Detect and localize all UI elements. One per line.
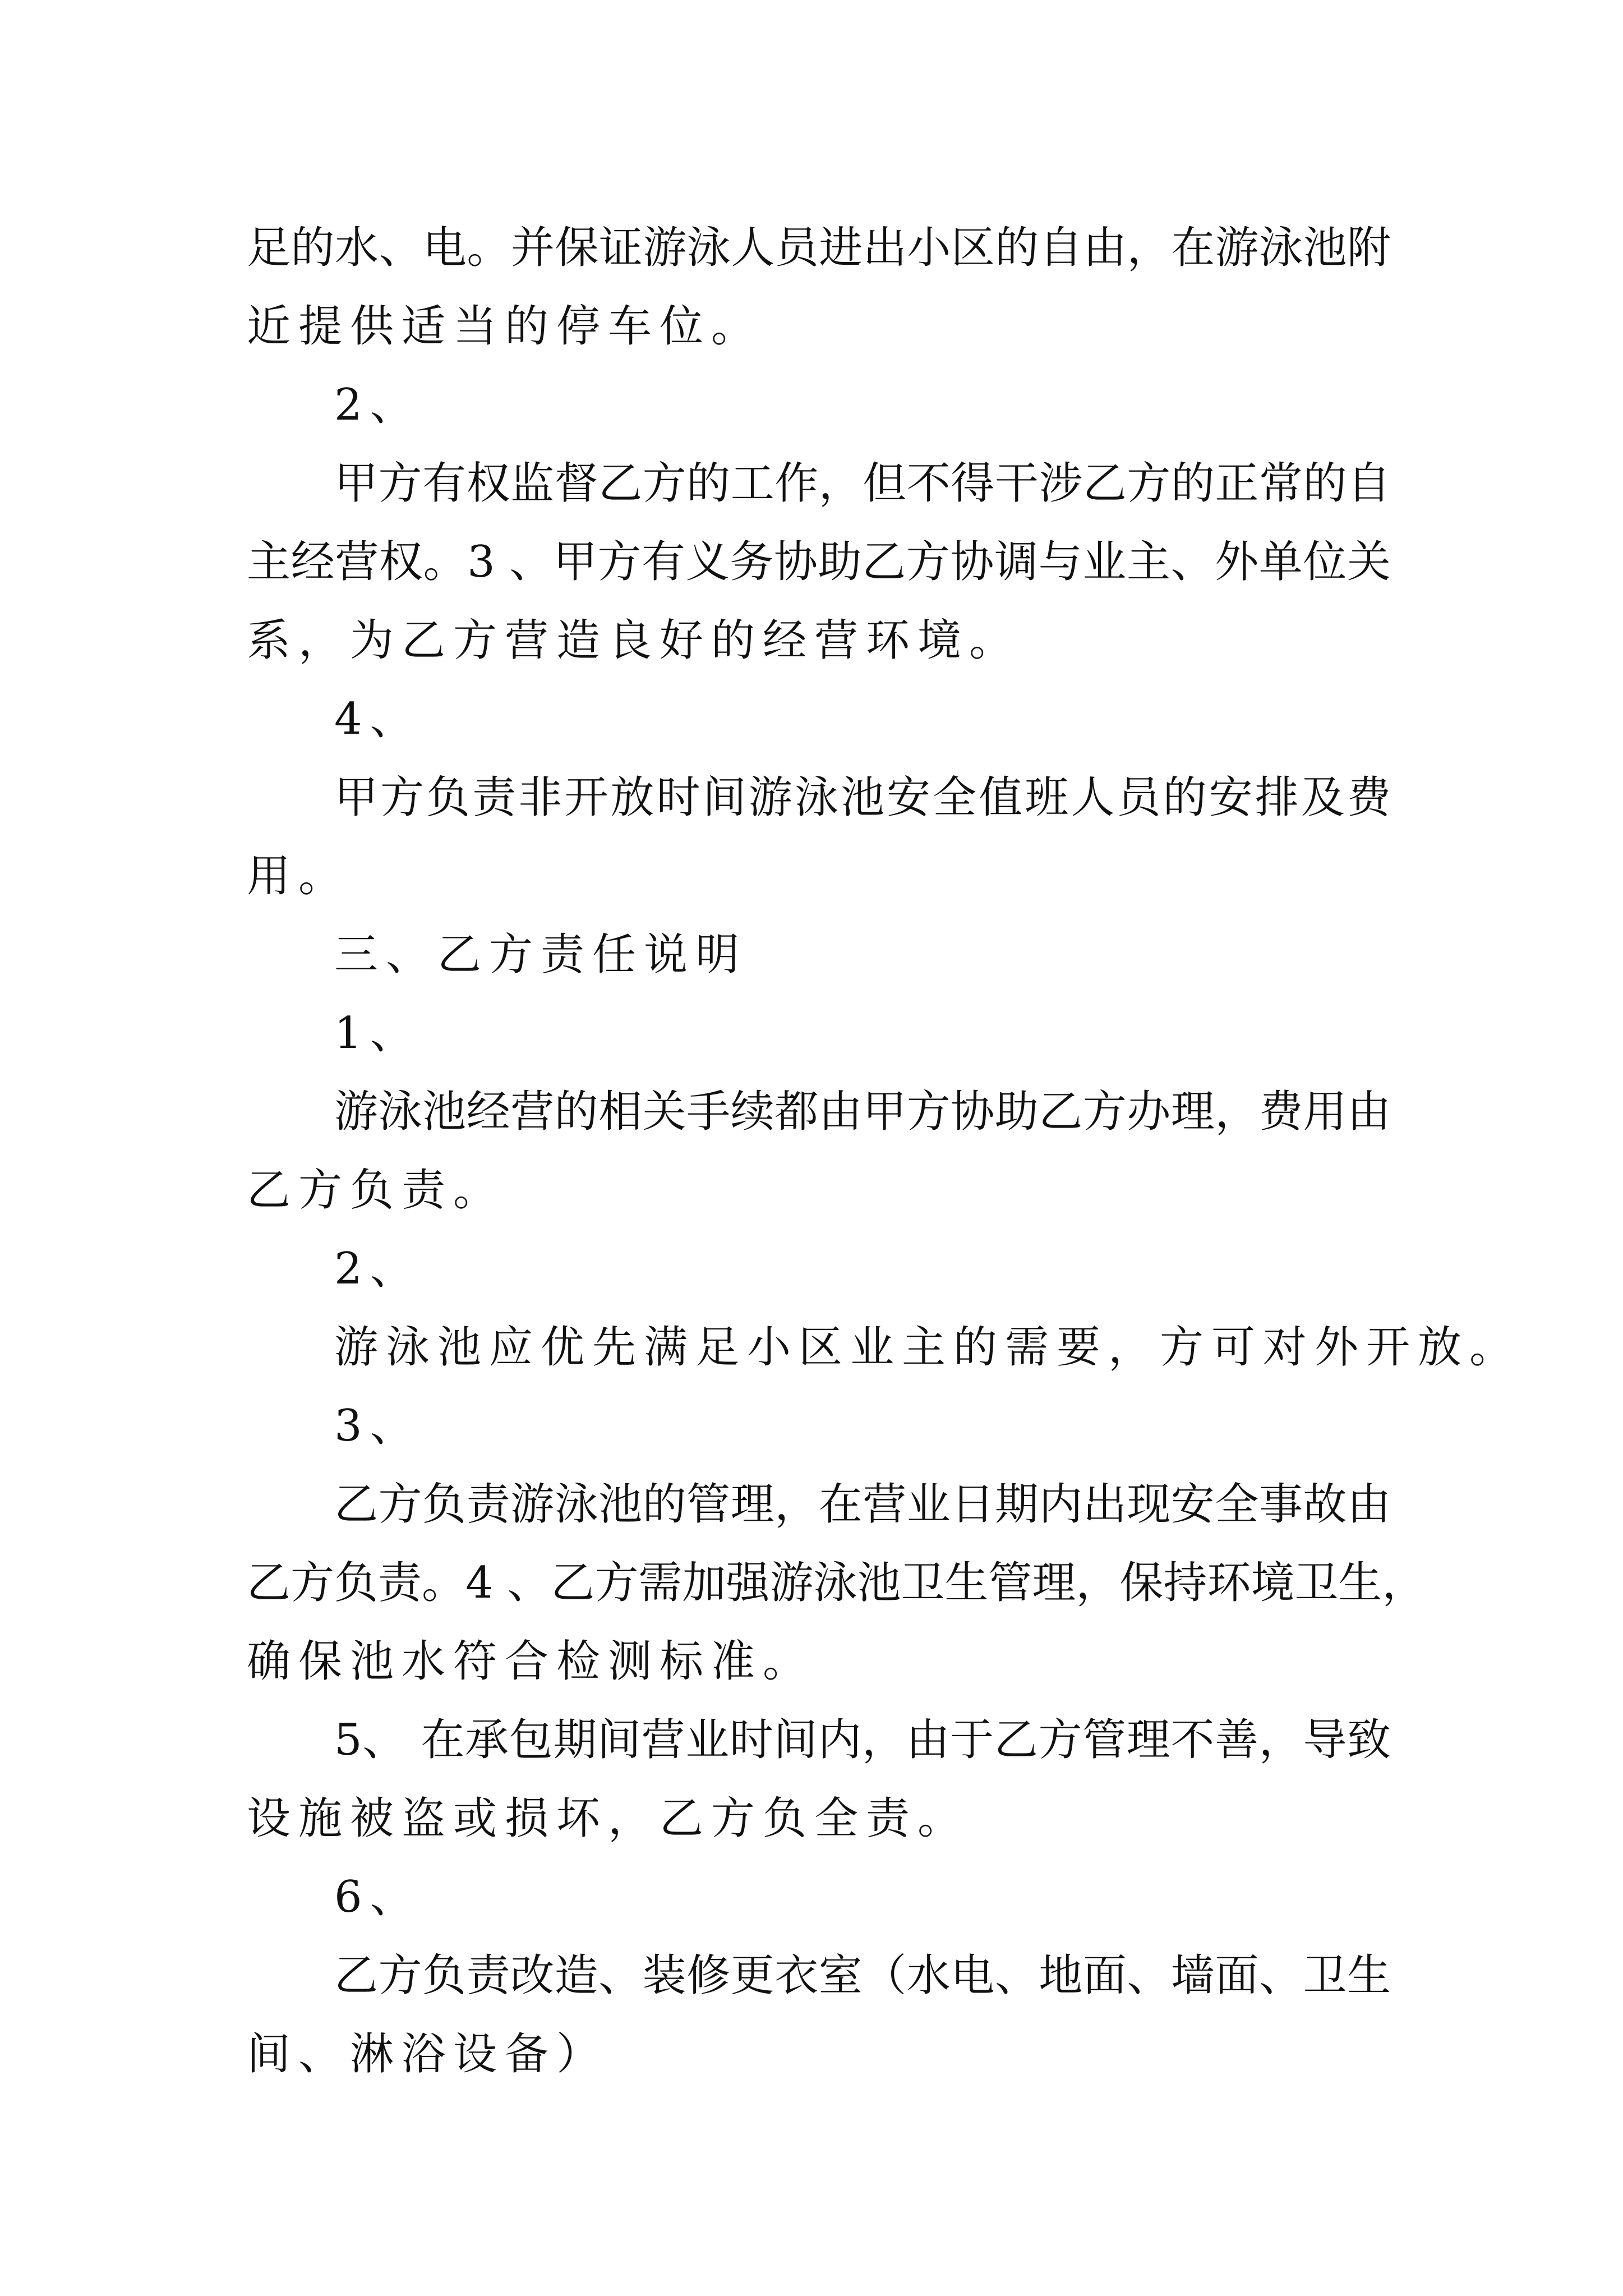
text-line: 5、 在承包期间营业时间内，由于乙方管理不善，导致 [334,1715,1391,1765]
text-line: 主经营权。3 、甲方有义务协助乙方协调与业主、外单位关 [247,537,1391,587]
clause-number: 1、 [334,1008,422,1059]
text-line: 乙方负责改造、装修更衣室（水电、地面、墙面、卫生 [334,1950,1391,2001]
document-body [247,209,1521,2093]
section-heading: 三、乙方责任说明 [334,930,748,980]
text-line: 足的水、电。并保证游泳人员进出小区的自由，在游泳池附 [247,223,1391,273]
text-line: 系，为乙方营造良好的经营环境。 [247,615,1021,666]
clause-number: 2、 [334,1244,422,1294]
text-line: 甲方负责非开放时间游泳池安全值班人员的安排及费 [334,772,1391,823]
text-line: 间、淋浴设备） [247,2029,608,2079]
clause-number: 6、 [334,1872,422,1922]
text-line: 设施被盗或损坏，乙方负全责。 [247,1793,970,1844]
clause-number: 4、 [334,694,422,744]
text-line: 乙方负责游泳池的管理，在营业日期内出现安全事故由 [334,1479,1391,1530]
clause-number: 2、 [334,380,422,430]
text-line: 甲方有权监督乙方的工作，但不得干涉乙方的正常的自 [334,458,1391,509]
text-line: 用。 [247,851,351,901]
clause-number: 3、 [334,1401,422,1451]
text-line: 游泳池应优先满足小区业主的需要，方可对外开放。 [334,1322,1521,1373]
text-line: 乙方负责。 [247,1165,505,1216]
text-line: 近提供适当的停车位。 [247,301,763,352]
text-line: 确保池水符合检测标准。 [247,1636,815,1687]
text-line: 游泳池经营的相关手续都由甲方协助乙方办理，费用由 [334,1087,1391,1137]
text-line: 乙方负责。4 、乙方需加强游泳池卫生管理，保持环境卫生， [247,1558,1426,1608]
